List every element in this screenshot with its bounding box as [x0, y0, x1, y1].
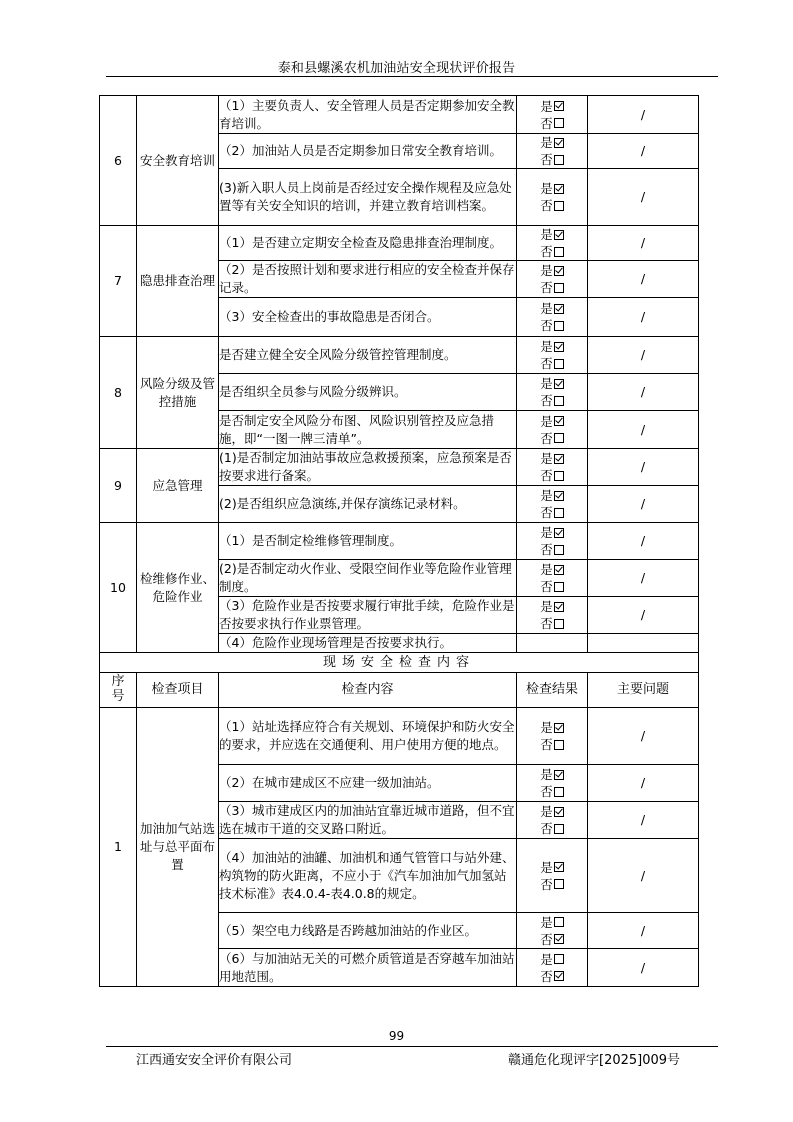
- row-main-issue: /: [588, 96, 699, 134]
- row-check-content: (1)是否制定加油站事故应急救援预案，应急预案是否按要求进行备案。: [219, 449, 517, 486]
- result-option-no: [517, 541, 587, 558]
- result-option-label: 否: [540, 784, 553, 799]
- result-option-label: 否: [540, 616, 553, 631]
- result-option-no: [517, 736, 587, 753]
- result-option-no: [517, 615, 587, 632]
- result-option-no: [517, 504, 587, 521]
- header-divider: [106, 76, 718, 77]
- result-option-label: 否: [540, 280, 553, 295]
- result-option-yes: [517, 450, 587, 467]
- empty-box-icon: [554, 201, 564, 211]
- row-seq-number: 7: [100, 226, 137, 337]
- empty-box-icon: [554, 879, 564, 889]
- row-main-issue: /: [588, 839, 699, 913]
- checked-box-icon: [554, 528, 564, 538]
- result-option-label: 是: [540, 376, 553, 391]
- row-check-result: [517, 634, 588, 653]
- result-option-label: 是: [540, 135, 553, 150]
- result-option-label: 是: [540, 859, 553, 875]
- row-check-result: [517, 261, 588, 298]
- row-check-content: (2)是否制定动火作业、受限空间作业等危险作业管理制度。: [219, 560, 517, 597]
- row-main-issue: /: [588, 523, 699, 560]
- row-check-content: 是否建立健全安全风险分级管控管理制度。: [219, 337, 517, 374]
- result-option-no: [517, 392, 587, 409]
- checked-box-icon: [554, 491, 564, 501]
- table-row: [100, 449, 699, 486]
- checked-box-icon: [554, 138, 564, 148]
- result-option-no: [517, 467, 587, 484]
- result-option-no: [517, 578, 587, 595]
- result-option-yes: [517, 598, 587, 615]
- row-check-content: （1）是否制定检维修管理制度。: [219, 523, 517, 560]
- result-option-yes: [517, 338, 587, 355]
- row-main-issue: /: [588, 913, 699, 949]
- result-option-no: [517, 355, 587, 372]
- checked-box-icon: [554, 971, 564, 981]
- result-option-no: [517, 279, 587, 296]
- result-option-label: 是: [540, 562, 553, 577]
- checked-box-icon: [554, 379, 564, 389]
- result-option-no: [517, 968, 587, 985]
- result-option-yes: [517, 262, 587, 279]
- row-seq-number: 10: [100, 523, 137, 653]
- empty-box-icon: [554, 824, 564, 834]
- col-header-issue: 主要问题: [588, 673, 699, 708]
- empty-box-icon: [554, 471, 564, 481]
- row-check-content: （1）站址选择应符合有关规划、环境保护和防火安全的要求，并应选在交通便利、用户使用方便的地点。: [219, 708, 517, 765]
- table-row: [100, 708, 699, 765]
- result-option-yes: [517, 226, 587, 243]
- row-check-result: [517, 298, 588, 337]
- result-option-no: [517, 931, 587, 948]
- result-option-label: 否: [540, 115, 553, 131]
- checked-box-icon: [554, 416, 564, 426]
- row-check-result: [517, 486, 588, 523]
- empty-box-icon: [554, 247, 564, 257]
- col-header-seq: [100, 673, 137, 708]
- result-option-no: [517, 317, 587, 334]
- row-check-content: （5）架空电力线路是否跨越加油站的作业区。: [219, 913, 517, 949]
- result-option-label: 否: [540, 356, 553, 371]
- row-main-issue: /: [588, 298, 699, 337]
- result-option-no: [517, 243, 587, 260]
- result-option-label: 否: [540, 968, 553, 984]
- result-option-no: [517, 820, 587, 837]
- row-seq-number: 1: [100, 708, 137, 987]
- row-check-result: [517, 913, 588, 949]
- result-option-yes: [517, 375, 587, 392]
- row-check-content: （4）危险作业现场管理是否按要求执行。: [219, 634, 517, 653]
- result-option-label: 否: [540, 152, 553, 167]
- empty-box-icon: [554, 619, 564, 629]
- row-check-result: [517, 449, 588, 486]
- row-main-issue: /: [588, 261, 699, 298]
- result-option-label: 是: [540, 301, 553, 316]
- row-main-issue: /: [588, 226, 699, 261]
- result-option-label: 否: [540, 737, 553, 752]
- table-row: [100, 96, 699, 134]
- inspection-table: [99, 95, 699, 987]
- result-option-yes: [517, 951, 587, 968]
- row-main-issue: /: [588, 449, 699, 486]
- result-option-label: 否: [540, 821, 553, 836]
- result-option-label: 是: [540, 413, 553, 429]
- row-check-content: 是否组织全员参与风险分级辨识。: [219, 374, 517, 411]
- checked-box-icon: [554, 934, 564, 944]
- checked-box-icon: [554, 454, 564, 464]
- row-check-item: 应急管理: [137, 449, 219, 523]
- empty-box-icon: [554, 359, 564, 369]
- section-title-row: [100, 653, 699, 673]
- result-option-yes: [517, 524, 587, 541]
- row-check-result: [517, 765, 588, 802]
- row-main-issue: /: [588, 374, 699, 411]
- checked-box-icon: [554, 266, 564, 276]
- table-row: [100, 226, 699, 261]
- result-option-label: 是: [540, 98, 553, 114]
- table-section-header: [100, 653, 699, 708]
- row-check-item: 加油加气站选址与总平面布置: [137, 708, 219, 987]
- result-option-yes: [517, 300, 587, 317]
- row-check-content: (3)新入职人员上岗前是否经过安全操作规程及应急处置等有关安全知识的培训，并建立教育培训档案。: [219, 169, 517, 226]
- col-header-content: 检查内容: [219, 673, 517, 708]
- empty-box-icon: [554, 545, 564, 555]
- row-main-issue: /: [588, 337, 699, 374]
- checked-box-icon: [554, 342, 564, 352]
- row-main-issue: /: [588, 765, 699, 802]
- row-check-content: （3）危险作业是否按要求履行审批手续，危险作业是否按要求执行作业票管理。: [219, 597, 517, 634]
- result-option-label: 否: [540, 393, 553, 408]
- footer-company: 江西通安安全评价有限公司: [136, 1053, 293, 1068]
- result-option-no: [517, 430, 587, 447]
- row-check-content: （1）主要负责人、安全管理人员是否定期参加安全教育培训。: [219, 96, 517, 134]
- empty-box-icon: [554, 917, 564, 927]
- result-option-label: 是: [540, 914, 553, 930]
- row-check-result: [517, 949, 588, 987]
- result-option-label: 是: [540, 263, 553, 278]
- checked-box-icon: [554, 101, 564, 111]
- col-header-seq-label: 序号: [111, 674, 125, 704]
- row-check-content: (2)是否组织应急演练,并保存演练记录材料。: [219, 486, 517, 523]
- row-check-result: [517, 226, 588, 261]
- result-option-label: 是: [540, 227, 553, 242]
- result-option-no: [517, 115, 587, 132]
- row-check-content: （2）加油站人员是否定期参加日常安全教育培训。: [219, 134, 517, 169]
- result-option-label: 是: [540, 599, 553, 614]
- row-check-result: [517, 411, 588, 449]
- result-option-yes: [517, 719, 587, 736]
- result-option-label: 否: [540, 542, 553, 557]
- table-row: [100, 337, 699, 374]
- result-option-yes: [517, 914, 587, 931]
- result-option-label: 否: [540, 876, 553, 892]
- empty-box-icon: [554, 787, 564, 797]
- row-check-result: [517, 337, 588, 374]
- empty-box-icon: [554, 954, 564, 964]
- row-main-issue: /: [588, 802, 699, 839]
- footer-divider: [106, 1046, 718, 1047]
- empty-box-icon: [554, 155, 564, 165]
- checked-box-icon: [554, 602, 564, 612]
- result-option-yes: [517, 487, 587, 504]
- empty-box-icon: [554, 283, 564, 293]
- page-number: 99: [388, 1029, 405, 1043]
- result-option-label: 是: [540, 804, 553, 819]
- result-option-yes: [517, 859, 587, 876]
- row-seq-number: 9: [100, 449, 137, 523]
- result-option-label: 是: [540, 451, 553, 466]
- result-option-no: [517, 876, 587, 893]
- section-title: 现场安全检查内容: [100, 653, 699, 673]
- result-option-label: 否: [540, 198, 553, 213]
- result-option-label: 否: [540, 468, 553, 483]
- row-main-issue: /: [588, 949, 699, 987]
- row-check-result: [517, 523, 588, 560]
- row-check-content: （2）在城市建成区不应建一级加油站。: [219, 765, 517, 802]
- row-check-result: [517, 708, 588, 765]
- table-body-top: [100, 96, 699, 653]
- col-header-result: 检查结果: [517, 673, 588, 708]
- result-option-no: [517, 197, 587, 214]
- empty-box-icon: [554, 582, 564, 592]
- checked-box-icon: [554, 862, 564, 872]
- row-main-issue: [588, 634, 699, 653]
- row-check-item: 检维修作业、危险作业: [137, 523, 219, 653]
- result-option-label: 否: [540, 505, 553, 520]
- row-check-content: （1）是否建立定期安全检查及隐患排查治理制度。: [219, 226, 517, 261]
- column-header-row: [100, 673, 699, 708]
- checked-box-icon: [554, 184, 564, 194]
- footer-doc-number: 赣通危化现评字[2025]009号: [508, 1053, 681, 1068]
- row-check-item: 风险分级及管控措施: [137, 337, 219, 449]
- result-option-yes: [517, 413, 587, 430]
- table-body-bottom: [100, 708, 699, 987]
- checked-box-icon: [554, 565, 564, 575]
- checked-box-icon: [554, 723, 564, 733]
- empty-box-icon: [554, 118, 564, 128]
- row-seq-number: 8: [100, 337, 137, 449]
- row-check-content: （3）城市建成区内的加油站宜靠近城市道路，但不宜选在城市干道的交叉路口附近。: [219, 802, 517, 839]
- row-check-result: [517, 839, 588, 913]
- result-option-yes: [517, 766, 587, 783]
- row-seq-number: 6: [100, 96, 137, 226]
- result-option-no: [517, 783, 587, 800]
- result-option-label: 否: [540, 931, 553, 947]
- row-check-content: （6）与加油站无关的可燃介质管道是否穿越车加油站用地范围。: [219, 949, 517, 987]
- result-option-label: 否: [540, 579, 553, 594]
- result-option-label: 否: [540, 318, 553, 333]
- checked-box-icon: [554, 770, 564, 780]
- checked-box-icon: [554, 304, 564, 314]
- col-header-item: 检查项目: [137, 673, 219, 708]
- row-main-issue: /: [588, 169, 699, 226]
- empty-box-icon: [554, 321, 564, 331]
- result-option-label: 是: [540, 720, 553, 735]
- empty-box-icon: [554, 740, 564, 750]
- result-option-label: 是: [540, 488, 553, 503]
- result-option-yes: [517, 561, 587, 578]
- row-check-item: 隐患排查治理: [137, 226, 219, 337]
- table-row: [100, 523, 699, 560]
- row-main-issue: /: [588, 134, 699, 169]
- result-option-yes: [517, 98, 587, 115]
- result-option-yes: [517, 803, 587, 820]
- row-check-result: [517, 96, 588, 134]
- checked-box-icon: [554, 230, 564, 240]
- row-check-result: [517, 560, 588, 597]
- row-main-issue: /: [588, 597, 699, 634]
- row-main-issue: /: [588, 560, 699, 597]
- result-option-label: 是: [540, 181, 553, 196]
- row-check-content: （4）加油站的油罐、加油机和通气管管口与站外建、构筑物的防火距离，不应小于《汽车加油加气加氢站技术标准》表4.0.4-表4.0.8的规定。: [219, 839, 517, 913]
- page-header-title: 泰和县螺溪农机加油站安全现状评价报告: [277, 61, 516, 76]
- row-check-content: （2）是否按照计划和要求进行相应的安全检查并保存记录。: [219, 261, 517, 298]
- row-check-content: （3）安全检查出的事故隐患是否闭合。: [219, 298, 517, 337]
- empty-box-icon: [554, 396, 564, 406]
- result-option-label: 否: [540, 244, 553, 259]
- result-option-yes: [517, 180, 587, 197]
- result-option-label: 是: [540, 767, 553, 782]
- row-main-issue: /: [588, 486, 699, 523]
- row-check-result: [517, 597, 588, 634]
- row-check-result: [517, 374, 588, 411]
- row-check-item: 安全教育培训: [137, 96, 219, 226]
- result-option-label: 是: [540, 951, 553, 967]
- empty-box-icon: [554, 508, 564, 518]
- row-check-result: [517, 134, 588, 169]
- row-check-result: [517, 169, 588, 226]
- result-option-yes: [517, 134, 587, 151]
- empty-box-icon: [554, 433, 564, 443]
- result-option-label: 否: [540, 430, 553, 446]
- row-check-content: 是否制定安全风险分布图、风险识别管控及应急措施，即“一图一牌三清单”。: [219, 411, 517, 449]
- result-option-label: 是: [540, 525, 553, 540]
- row-main-issue: /: [588, 708, 699, 765]
- row-main-issue: /: [588, 411, 699, 449]
- result-option-no: [517, 151, 587, 168]
- checked-box-icon: [554, 807, 564, 817]
- result-option-label: 是: [540, 339, 553, 354]
- row-check-result: [517, 802, 588, 839]
